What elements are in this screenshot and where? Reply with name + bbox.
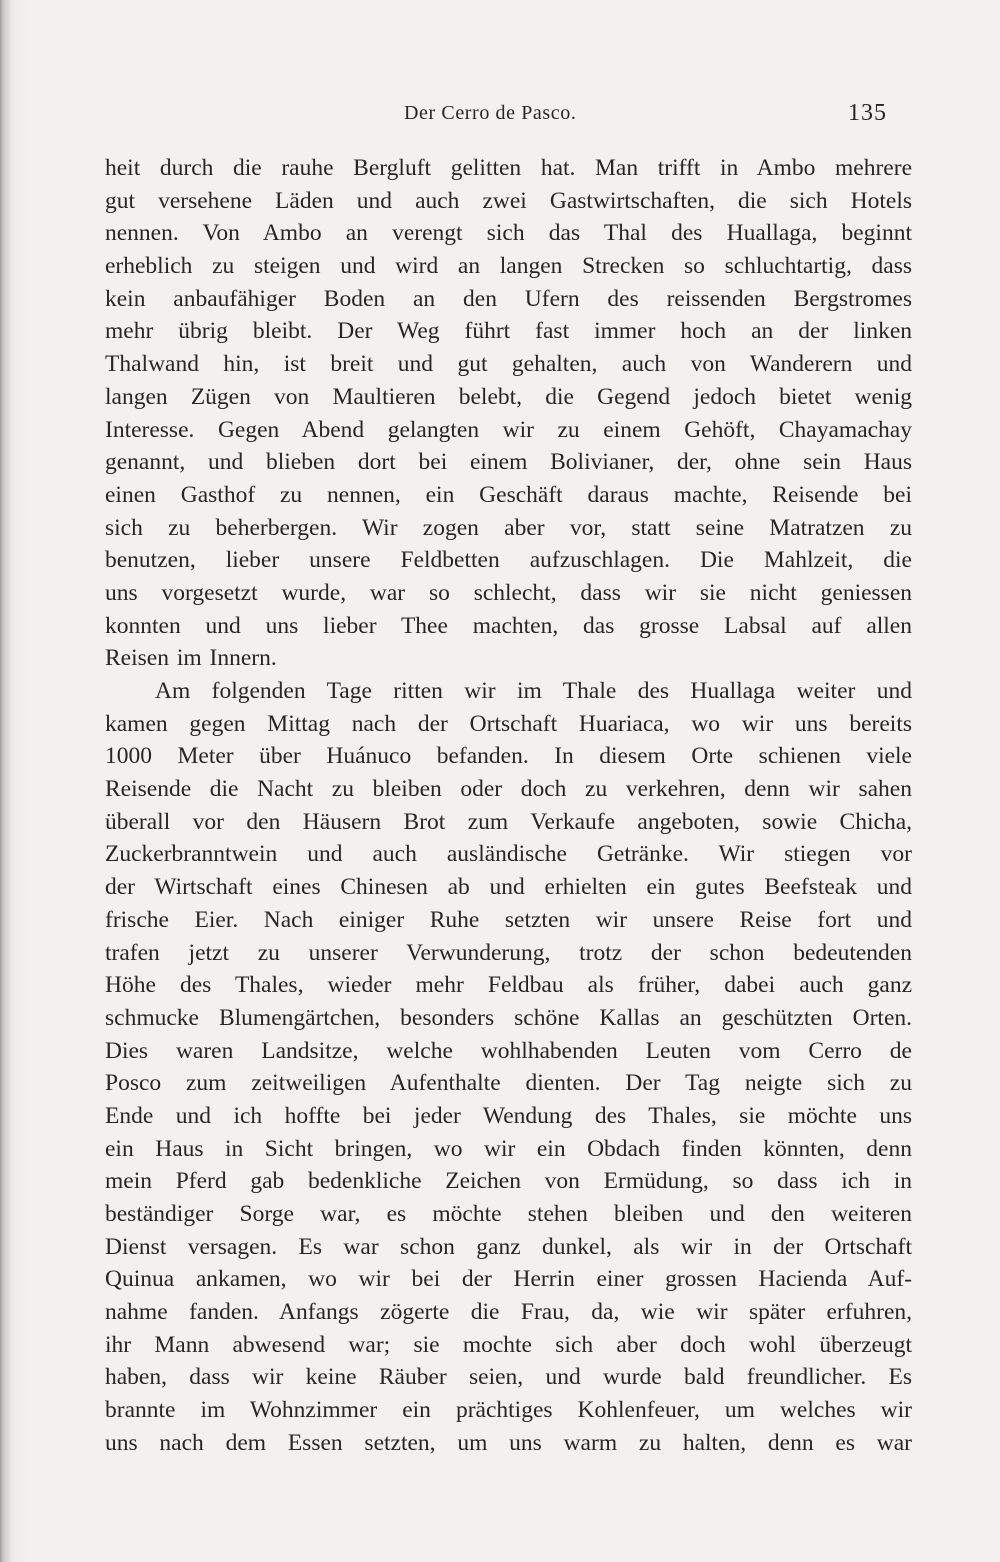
text-line: Reisende die Nacht zu bleiben oder doch zu verkehren, denn wir sahen bbox=[105, 776, 912, 803]
text-line: konnten und uns lieber Thee machten, das grosse Labsal auf allen bbox=[105, 612, 912, 639]
body-text bbox=[105, 152, 912, 1460]
text-line: Posco zum zeitweiligen Aufenthalte dienten. Der Tag neigte sich zu bbox=[105, 1070, 912, 1097]
text-line: langen Zügen von Maultieren belebt, die Gegend jedoch bietet wenig bbox=[105, 383, 912, 410]
text-line: kein anbaufähiger Boden an den Ufern des reissenden Bergstromes bbox=[105, 285, 912, 312]
text-line: brannte im Wohnzimmer ein prächtiges Kohlenfeuer, um welches wir bbox=[105, 1397, 912, 1424]
text-line: Quinua ankamen, wo wir bei der Herrin einer grossen Hacienda Auf- bbox=[105, 1266, 912, 1293]
running-header bbox=[0, 100, 1000, 132]
text-line: 1000 Meter über Huánuco befanden. In diesem Orte schienen viele bbox=[105, 743, 912, 770]
text-line: uns vorgesetzt wurde, war so schlecht, dass wir sie nicht geniessen bbox=[105, 579, 912, 606]
text-line: überall vor den Häusern Brot zum Verkaufe angeboten, sowie Chicha, bbox=[105, 808, 912, 835]
text-line: kamen gegen Mittag nach der Ortschaft Huariaca, wo wir uns bereits bbox=[105, 710, 912, 737]
text-line: einen Gasthof zu nennen, ein Geschäft daraus machte, Reisende bei bbox=[105, 481, 912, 508]
text-line: Höhe des Thales, wieder mehr Feldbau als früher, dabei auch ganz bbox=[105, 972, 912, 999]
text-line: Thalwand hin, ist breit und gut gehalten, auch von Wanderern und bbox=[105, 351, 912, 378]
text-line: gut versehene Läden und auch zwei Gastwirtschaften, die sich Hotels bbox=[105, 187, 912, 214]
running-title: Der Cerro de Pasco. bbox=[404, 102, 577, 124]
text-line: haben, dass wir keine Räuber seien, und wurde bald freundlicher. Es bbox=[105, 1364, 912, 1391]
text-line: sich zu beherbergen. Wir zogen aber vor, statt seine Matratzen zu bbox=[105, 514, 912, 541]
paragraph-end-line: Reisen im Innern. bbox=[105, 645, 277, 672]
text-line: frische Eier. Nach einiger Ruhe setzten wir unsere Reise fort und bbox=[105, 906, 912, 933]
text-line: ein Haus in Sicht bringen, wo wir ein Obdach finden könnten, denn bbox=[105, 1135, 912, 1162]
text-line: nennen. Von Ambo an verengt sich das Thal des Huallaga, beginnt bbox=[105, 220, 912, 247]
text-line: heit durch die rauhe Bergluft gelitten hat. Man trifft in Ambo mehrere bbox=[105, 155, 912, 181]
text-line: genannt, und blieben dort bei einem Bolivianer, der, ohne sein Haus bbox=[105, 449, 912, 476]
text-line: Interesse. Gegen Abend gelangten wir zu einem Gehöft, Chayamachay bbox=[105, 416, 912, 443]
text-line: nahme fanden. Anfangs zögerte die Frau, da, wie wir später erfuhren, bbox=[105, 1299, 912, 1326]
text-line: der Wirtschaft eines Chinesen ab und erhielten ein gutes Beefsteak und bbox=[105, 874, 912, 901]
text-line: mein Pferd gab bedenkliche Zeichen von Ermüdung, so dass ich in bbox=[105, 1168, 912, 1195]
text-line: Zuckerbranntwein und auch ausländische Getränke. Wir stiegen vor bbox=[105, 841, 912, 868]
text-line: Dies waren Landsitze, welche wohlhabenden Leuten vom Cerro de bbox=[105, 1037, 912, 1064]
text-line: erheblich zu steigen und wird an langen Strecken so schluchtartig, dass bbox=[105, 253, 912, 280]
text-line: Dienst versagen. Es war schon ganz dunkel, als wir in der Ortschaft bbox=[105, 1233, 912, 1260]
text-line: benutzen, lieber unsere Feldbetten aufzuschlagen. Die Mahlzeit, die bbox=[105, 547, 912, 574]
text-line: Ende und ich hoffte bei jeder Wendung des Thales, sie möchte uns bbox=[105, 1102, 912, 1129]
text-line: ihr Mann abwesend war; sie mochte sich aber doch wohl überzeugt bbox=[105, 1331, 912, 1358]
text-line: uns nach dem Essen setzten, um uns warm zu halten, denn es war bbox=[105, 1429, 912, 1456]
page-number: 135 bbox=[848, 100, 887, 126]
text-line: trafen jetzt zu unserer Verwunderung, trotz der schon bedeutenden bbox=[105, 939, 912, 966]
text-line: schmucke Blumengärtchen, besonders schöne Kallas an geschützten Orten. bbox=[105, 1004, 912, 1031]
text-line: beständiger Sorge war, es möchte stehen bleiben und den weiteren bbox=[105, 1201, 912, 1227]
text-line: mehr übrig bleibt. Der Weg führt fast immer hoch an der linken bbox=[105, 318, 912, 345]
paragraph-first-line: Am folgenden Tage ritten wir im Thale des Huallaga weiter und bbox=[155, 678, 912, 704]
